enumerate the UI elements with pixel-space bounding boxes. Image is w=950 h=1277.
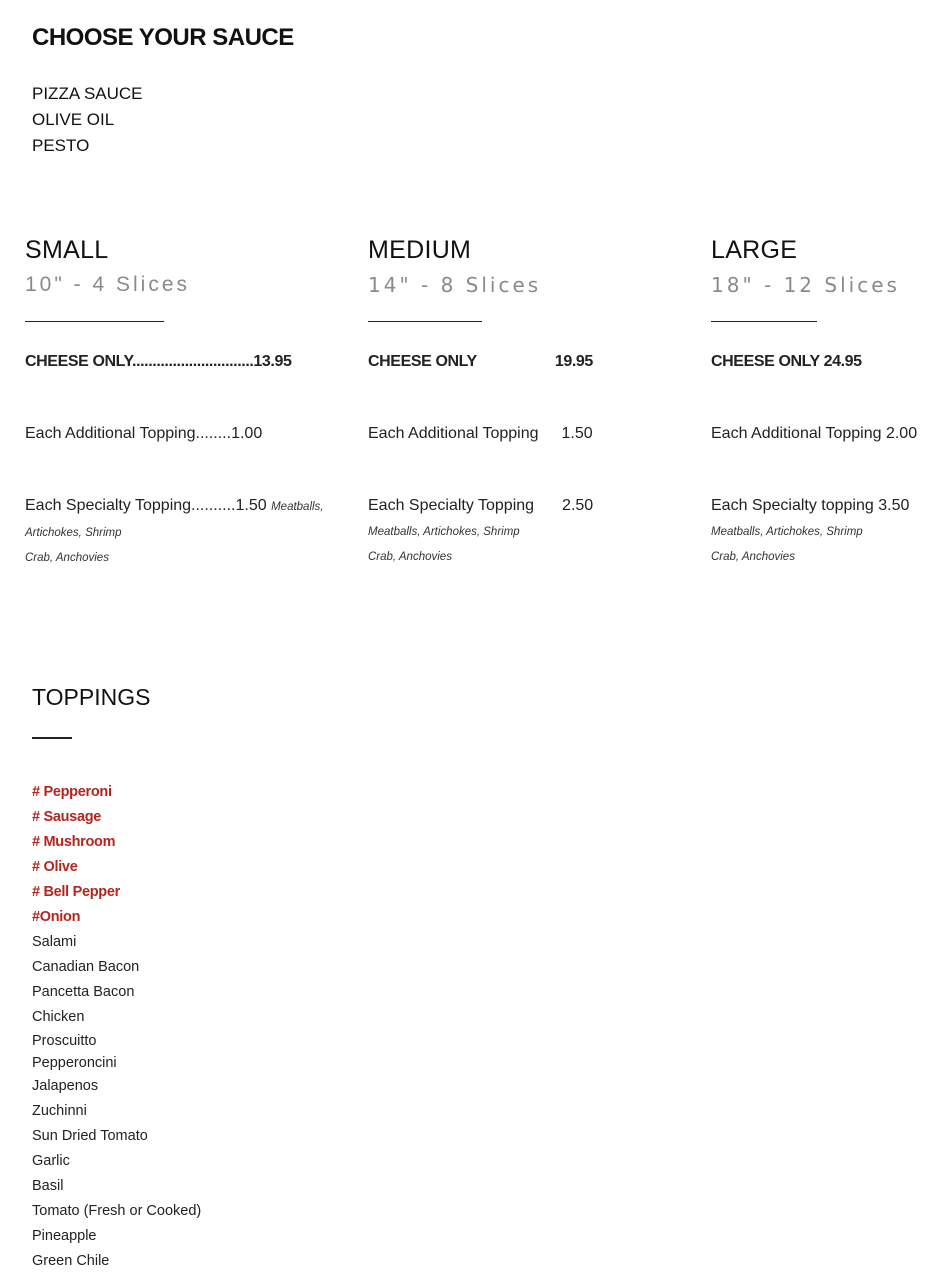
size-title: SMALL bbox=[25, 236, 109, 264]
sauce-list bbox=[32, 81, 143, 159]
topping-item: Pineapple bbox=[32, 1228, 97, 1244]
specialty-label: Each Specialty Topping bbox=[368, 497, 535, 514]
topping-item: Chicken bbox=[32, 1009, 85, 1025]
topping-item: Tomato (Fresh or Cooked) bbox=[32, 1203, 202, 1219]
topping-item: Jalapenos bbox=[32, 1078, 99, 1094]
specialty-note: Meatballs, Artichokes, Shrimp bbox=[368, 526, 520, 538]
specialty-note: Artichokes, Shrimp bbox=[25, 527, 122, 539]
specialty-note: Crab, Anchovies bbox=[368, 551, 452, 563]
size-subtitle: 14" - 8 Slices bbox=[368, 273, 542, 297]
size-subtitle: 18" - 12 Slices bbox=[711, 273, 900, 297]
cheese-price bbox=[368, 353, 593, 371]
topping-item: Garlic bbox=[32, 1153, 70, 1169]
additional-topping-price: Each Additional Topping........1.00 bbox=[25, 425, 263, 442]
additional-topping-price: Each Additional Topping 2.00 bbox=[711, 425, 918, 442]
size-title: MEDIUM bbox=[368, 236, 472, 264]
featured-topping: # Sausage bbox=[32, 809, 102, 825]
specialty-topping-price bbox=[25, 497, 324, 515]
specialty-topping-price bbox=[368, 497, 593, 515]
sauce-item: OLIVE OIL bbox=[32, 110, 115, 129]
featured-topping: # Mushroom bbox=[32, 834, 116, 850]
specialty-note: Crab, Anchovies bbox=[711, 551, 795, 563]
additional-topping-price bbox=[368, 425, 593, 443]
divider bbox=[368, 321, 482, 322]
specialty-value: 2.50 bbox=[562, 497, 594, 514]
topping-item: Canadian Bacon bbox=[32, 959, 140, 975]
topping-item: Pancetta Bacon bbox=[32, 984, 135, 1000]
topping-item: Pepperoncini bbox=[32, 1055, 117, 1071]
size-column-small bbox=[25, 236, 325, 576]
topping-item: Salami bbox=[32, 934, 77, 950]
featured-topping: # Olive bbox=[32, 859, 78, 875]
cheese-value: 19.95 bbox=[554, 353, 593, 370]
topping-item: Basil bbox=[32, 1178, 64, 1194]
featured-topping: # Pepperoni bbox=[32, 784, 112, 800]
topping-item: Green Chile bbox=[32, 1253, 110, 1269]
specialty-note: Meatballs, bbox=[271, 501, 324, 513]
topping-item: Sun Dried Tomato bbox=[32, 1128, 148, 1144]
size-column-large bbox=[711, 236, 946, 576]
divider bbox=[25, 321, 164, 322]
specialty-note: Meatballs, Artichokes, Shrimp bbox=[711, 526, 863, 538]
size-title: LARGE bbox=[711, 236, 798, 264]
sauce-item: PIZZA SAUCE bbox=[32, 84, 143, 103]
specialty-note: Crab, Anchovies bbox=[25, 552, 109, 564]
size-subtitle: 10" - 4 Slices bbox=[25, 273, 191, 296]
toppings-divider bbox=[32, 737, 72, 739]
toppings-title: TOPPINGS bbox=[32, 684, 151, 710]
specialty-topping-label: Each Specialty Topping..........1.50 bbox=[25, 497, 267, 514]
cheese-price: CHEESE ONLY..............................13.95 bbox=[25, 353, 292, 370]
size-column-medium bbox=[368, 236, 668, 576]
featured-topping: #Onion bbox=[32, 909, 81, 925]
featured-topping: # Bell Pepper bbox=[32, 884, 120, 900]
topping-item: Zuchinni bbox=[32, 1103, 87, 1119]
cheese-label: CHEESE ONLY bbox=[368, 353, 477, 370]
topping-item: Proscuitto bbox=[32, 1033, 97, 1049]
cheese-price: CHEESE ONLY 24.95 bbox=[711, 353, 862, 370]
divider bbox=[711, 321, 817, 322]
specialty-topping-price: Each Specialty topping 3.50 bbox=[711, 497, 910, 514]
additional-value: 1.50 bbox=[561, 425, 593, 442]
sauce-title: CHOOSE YOUR SAUCE bbox=[32, 24, 294, 51]
toppings-list bbox=[32, 780, 201, 1274]
additional-label: Each Additional Topping bbox=[368, 425, 539, 442]
sauce-item: PESTO bbox=[32, 136, 90, 155]
